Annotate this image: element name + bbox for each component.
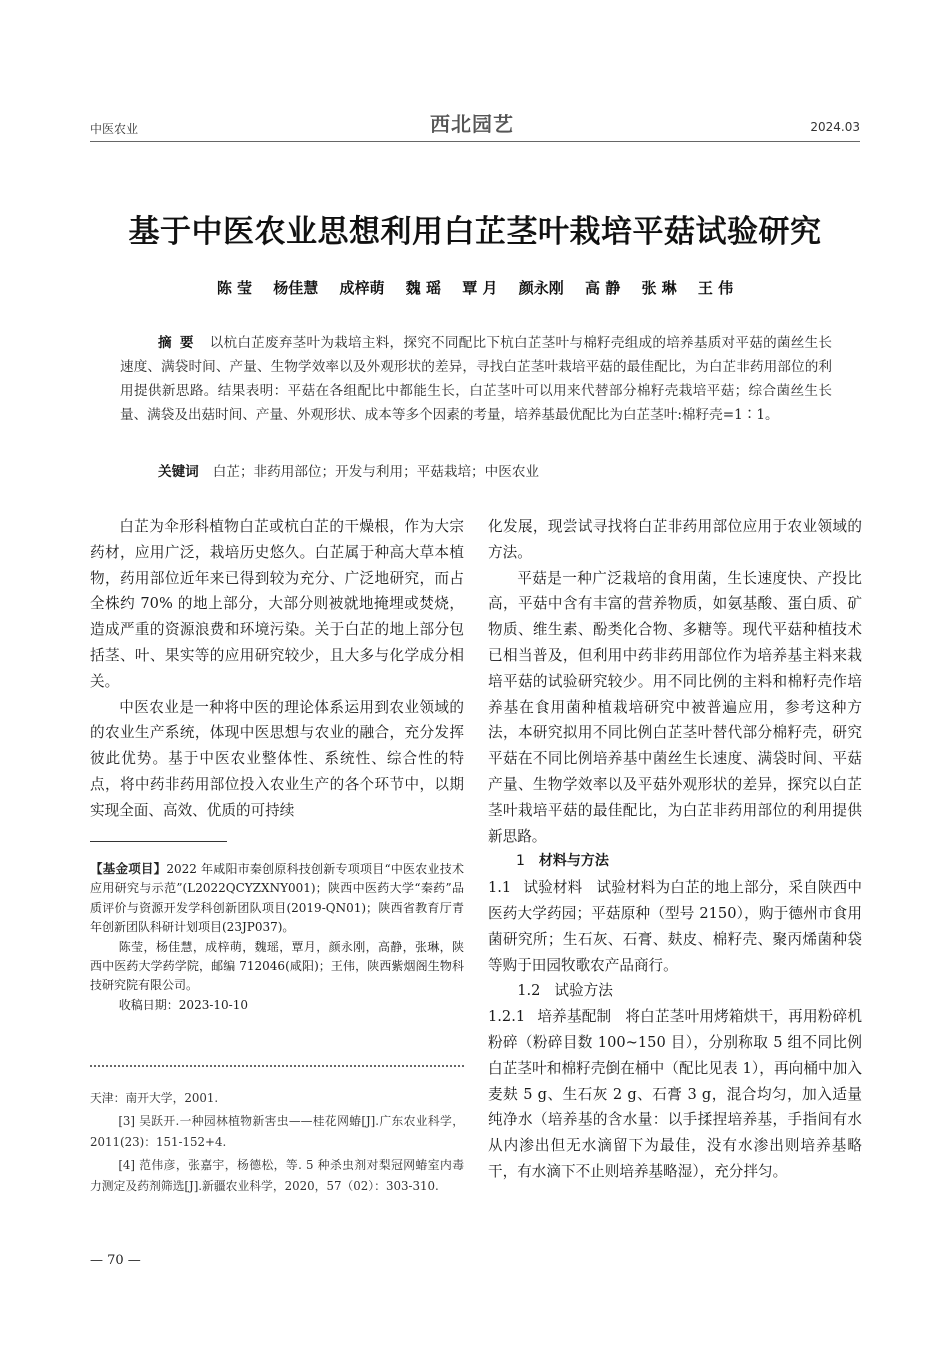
subsubsection-title: 培养基配制: [537, 1008, 612, 1026]
fund-note: [90, 859, 464, 938]
keywords: [158, 460, 838, 484]
subsection-number: 1.1: [488, 879, 512, 897]
subsection-paragraph: [488, 875, 862, 978]
abstract-label: 摘要: [158, 335, 202, 351]
subsection-title: 试验方法: [554, 982, 613, 1000]
section-heading: [488, 849, 862, 875]
received-date: 收稿日期：2023-10-10: [118, 997, 248, 1012]
abstract: [120, 331, 832, 427]
author: 王 伟: [697, 279, 734, 297]
running-header-issue: 2024.03: [810, 120, 860, 134]
reference-item: [4] 范伟彦，张嘉宇，杨德松，等. 5 种杀虫剂对梨冠网蝽室内毒力测定及药剂筛选[J].新疆农业科学，2020，57（02）：303-310.: [90, 1158, 464, 1193]
paragraph: 平菇是一种广泛栽培的食用菌，生长速度快、产投比高，平菇中含有丰富的营养物质，如氨基酸、蛋白质、矿物质、维生素、酚类化合物、多糖等。现代平菇种植技术已相当普及，但利用中药非药用部位作为培养基主料来栽培平菇的试验研究较少。用不同比例的主料和棉籽壳作培养基在食用菌种植栽培研究中被普遍应用，参考这种方法，本研究拟用不同比例白芷茎叶替代部分棉籽壳，研究平菇在不同比例培养基中菌丝生长速度、满袋时间、平菇产量、生物学效率以及平菇外观形状的差异，探究以白芷茎叶栽培平菇的最佳配比，为白芷非药用部位的利用提供新思路。: [488, 569, 862, 845]
keywords-text: 白芷；非药用部位；开发与利用；平菇栽培；中医农业: [212, 464, 540, 480]
dotted-separator: [90, 1065, 464, 1067]
author-list: [0, 277, 950, 298]
body-column-left: [90, 514, 464, 824]
reference-item: [3] 吴跃开.一种园林植物新害虫——桂花网蝽[J].广东农业科学，2011(23)：151-152+4.: [90, 1114, 464, 1149]
reference-list: [90, 1088, 464, 1199]
author-affiliation: 陈莹，杨佳慧，成梓萌，魏瑶，覃月，颜永刚，高静，张琳，陕西中医药大学药学院，邮编 712046(咸阳)；王伟，陕西紫烟阁生物科技研究院有限公司。: [90, 939, 464, 993]
subsection-title: 试验材料: [523, 879, 583, 897]
footnote-block: [90, 859, 464, 1015]
author: 张 琳: [641, 279, 677, 297]
paragraph-continued: 化发展，现尝试寻找将白芷非药用部位应用于农业领域的方法。: [488, 518, 862, 561]
paragraph: 中医农业是一种将中医的理论体系运用到农业领域的的农业生产系统，体现中医思想与农业的融合，充分发挥彼此优势。基于中医农业整体性、系统性、综合性的特点，将中药非药用部位投入农业生产的各个环节中，以期实现全面、高效、优质的可持续: [90, 698, 464, 819]
author: 成梓萌: [339, 279, 385, 297]
section-number: 1: [516, 853, 525, 870]
running-header-section: 中医农业: [90, 122, 139, 136]
keywords-label: 关键词: [158, 464, 199, 480]
article-title: 基于中医农业思想利用白芷茎叶栽培平菇试验研究: [128, 214, 822, 250]
journal-logo: 西北园艺: [430, 112, 514, 136]
author: 覃 月: [462, 279, 498, 297]
reference-item: 天津：南开大学，2001.: [90, 1091, 219, 1105]
author: 杨佳慧: [273, 279, 319, 297]
subsection-heading: [488, 978, 862, 1004]
footnote-rule: [90, 841, 227, 842]
body-column-right: [488, 514, 862, 1185]
fund-label: 【基金项目】: [90, 861, 167, 876]
fund-text: 2022 年咸阳市秦创原科技创新专项项目“中医农业技术应用研究与示范”(L2022QCYZXNY001)；陕西中医药大学“秦药”品质评价与资源开发学科创新团队项目(2019-QN01)；陕西省教育厅青年创新团队科研计划项目(23JP037)。: [90, 862, 464, 935]
subsection-number: 1.2: [517, 982, 541, 1000]
subsubsection-number: 1.2.1: [488, 1008, 526, 1026]
author: 陈 莹: [216, 279, 253, 297]
header-rule: [90, 141, 860, 142]
subsubsection-text: 将白芷茎叶用烤箱烘干，再用粉碎机粉碎（粉碎目数 100~150 目），分别称取 5 组不同比例白芷茎叶和棉籽壳倒在桶中（配比见表 1），再向桶中加入麦麸 5 g、生石灰 2 g、石膏 3 g，混合均匀，加入适量纯净水（培养基的含水量：以手揉捏培养基，手指间有水从内渗出但无水滴留下为最佳，没有水渗出则培养基略干，有水滴下不止则培养基略湿），充分拌匀。: [488, 1008, 862, 1180]
author: 高 静: [584, 279, 621, 297]
section-title: 材料与方法: [538, 853, 609, 870]
page-number: — 70 —: [90, 1253, 141, 1268]
subsection-text: 试验材料为白芷的地上部分，采自陕西中医药大学药园；平菇原种（型号 2150），购于德州市食用菌研究所；生石灰、石膏、麸皮、棉籽壳、聚丙烯菌种袋等购于田园牧歌农产品商行。: [488, 879, 862, 974]
author: 颜永刚: [518, 279, 564, 297]
abstract-text: 以杭白芷废弃茎叶为栽培主料，探究不同配比下杭白芷茎叶与棉籽壳组成的培养基质对平菇的菌丝生长速度、满袋时间、产量、生物学效率以及外观形状的差异，寻找白芷茎叶栽培平菇的最佳配比，为白芷非药用部位的利用提供新思路。结果表明：平菇在各组配比中都能生长，白芷茎叶可以用来代替部分棉籽壳栽培平菇；综合菌丝生长量、满袋及出菇时间、产量、外观形状、成本等多个因素的考量，培养基最优配比为白芷茎叶:棉籽壳=1∶1。: [120, 335, 832, 423]
paragraph: 白芷为伞形科植物白芷或杭白芷的干燥根，作为大宗药材，应用广泛，栽培历史悠久。白芷属于种高大草本植物，药用部位近年来已得到较为充分、广泛地研究，而占全株约 70% 的地上部分，大部分则被就地掩埋或焚烧，造成严重的资源浪费和环境污染。关于白芷的地上部分包括茎、叶、果实等的应用研究较少，且大多与化学成分相关。: [90, 518, 464, 690]
author: 魏 瑶: [405, 279, 442, 297]
subsubsection-paragraph: [488, 1004, 862, 1185]
